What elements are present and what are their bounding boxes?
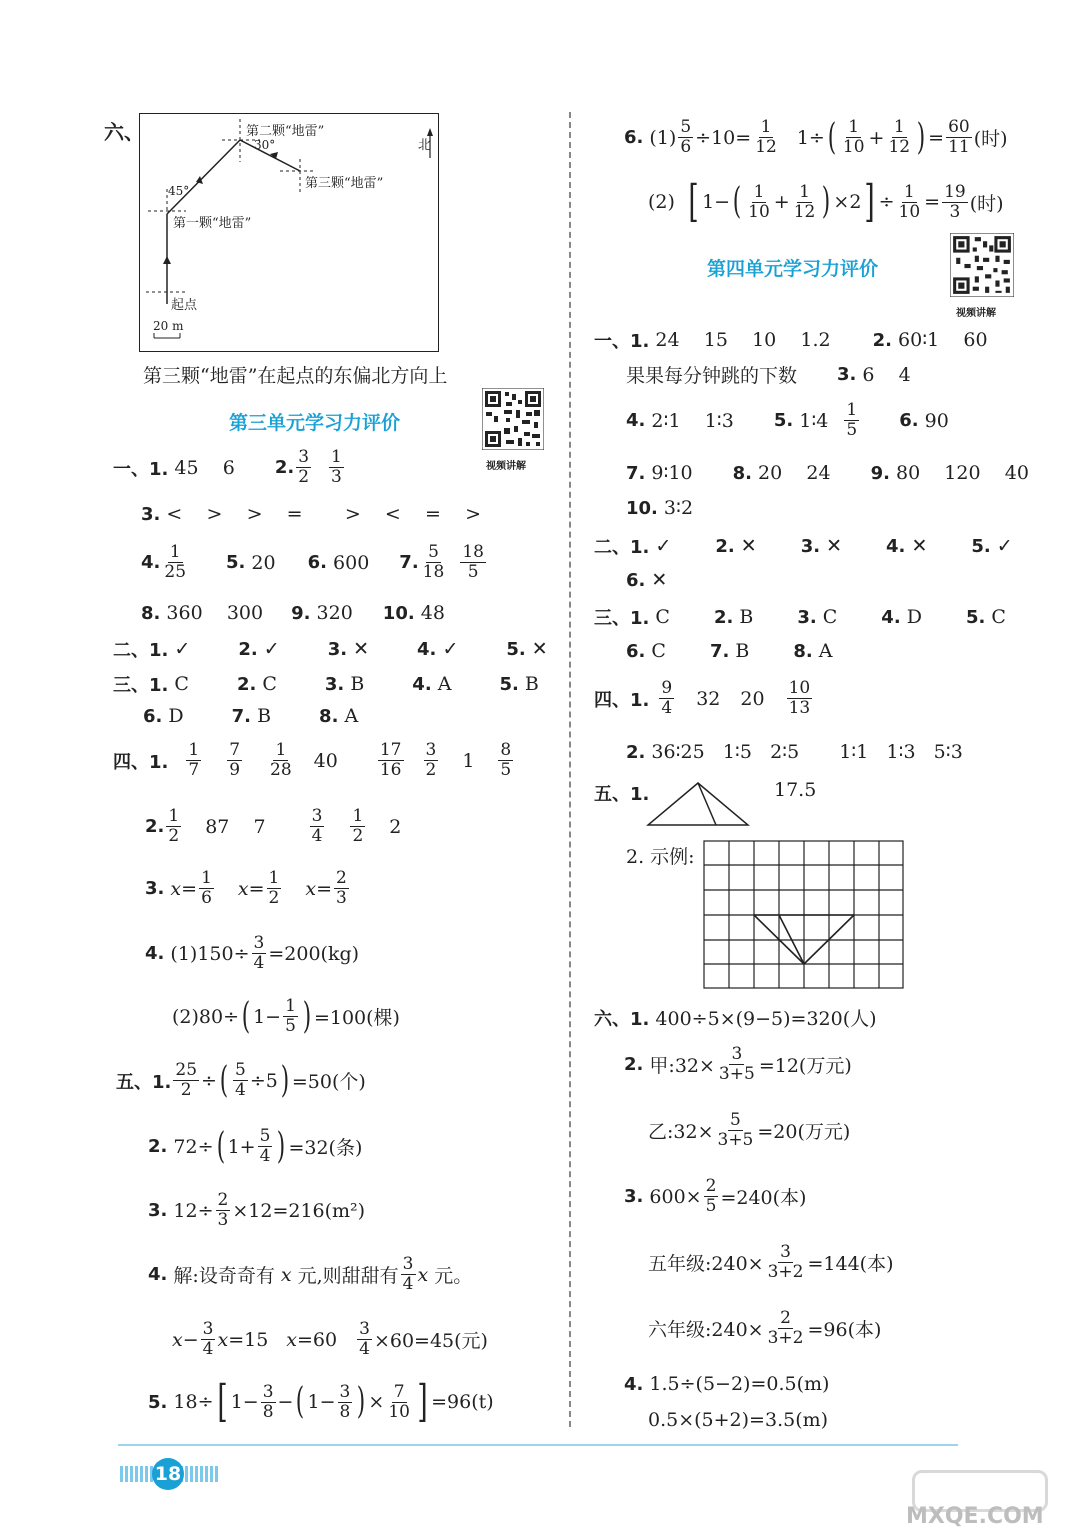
unit4-title: 第四单元学习力评价 <box>707 258 879 280</box>
map-svg <box>140 114 438 351</box>
u4-s2-row2: 6. ✕ <box>626 569 668 591</box>
u4-s6-row8: 0.5×(5+2)=3.5(m) <box>648 1409 829 1431</box>
u3-s3-row2: 6. D 7. B 8. A <box>143 705 359 727</box>
u4-s2-row1: 二、1. ✓ 2. ✕ 3. ✕ 4. ✕ 5. ✓ <box>594 535 1013 558</box>
u4-s6-row4: 3. 600× $\frac{2}{5}$ =240(本) <box>624 1176 807 1216</box>
watermark-text: MXQE.COM <box>906 1504 1044 1529</box>
u2-q6-row2: (2) [ 1− ( $\frac{1}{10}$ + $\frac{1}{12}$ ) ×2 ] ÷ $\frac{1}{10}$ = $\frac{19}{3}$ (时) <box>648 176 1004 227</box>
map-angle-45: 45° <box>168 184 190 198</box>
map-label-first-mine: 第一颗“地雷” <box>173 216 252 231</box>
qr-code-unit3 <box>482 388 544 472</box>
u4-s4-row1: 四、1. $\frac{9}{4}$ 32 20 $\frac{10}{13}$ <box>594 678 811 718</box>
u3-s4-row4: 4. (1)150÷ $\frac{3}{4}$ =200(kg) <box>145 933 360 973</box>
u3-s5-row1: 五、1. $\frac{25}{2}$ ÷ ( $\frac{5}{4}$ ÷5 ) =50(个) <box>116 1059 366 1101</box>
u3-s1-row3: 4. $\frac{1}{25}$ 5. 20 6. 600 7. $\frac{5}{18}$ $\frac{18}{5}$ <box>141 542 484 582</box>
u3-s5-row5: x − $\frac{3}{4}$ x =15 x =60 $\frac{3}{4}$ ×60=45(元) <box>172 1319 488 1359</box>
u4-s3-row2: 6. C 7. B 8. A <box>626 640 833 662</box>
u3-s4-row1: 四、1. $\frac{1}{7}$ $\frac{7}{9}$ $\frac{1}{28}$ 40 $\frac{17}{16}$ $\frac{3}{2}$ 1 $\frac{8}{5}$ <box>113 740 512 780</box>
example-label: 2. 示例: <box>626 846 695 868</box>
map-scale-label: 20 m <box>153 319 184 333</box>
u4-s1-row3: 4. 2∶1 1∶3 5. 1∶4 $\frac{1}{5}$ 6. 90 <box>626 400 949 440</box>
u3-s5-row6: 5. 18÷ [ 1− $\frac{3}{8}$ − ( 1− $\frac{3}{8}$ ) × $\frac{7}{10}$ ] =96(t) <box>148 1376 494 1427</box>
qr-code-unit4 <box>950 233 1014 319</box>
u4-s6-row1: 六、1. 400÷5×(9−5)=320(人) <box>594 1008 877 1030</box>
map-angle-30: 30° <box>254 138 276 152</box>
watermark <box>892 1470 1057 1528</box>
u4-s5-row1: 五、1. <box>594 784 650 805</box>
u4-s1-row1: 一、1. 24 15 10 1.2 2. 60∶1 60 <box>594 329 988 352</box>
map-label-third-mine: 第三颗“地雷” <box>305 176 384 191</box>
u3-s2: 二、1. ✓ 2. ✓ 3. ✕ 4. ✓ 5. ✕ <box>113 638 548 661</box>
unit3-title: 第三单元学习力评价 <box>229 412 401 434</box>
map-diagram <box>139 113 439 352</box>
u3-s3-row1: 三、1. C 2. C 3. B 4. A 5. B <box>113 673 539 696</box>
u4-s1-row5: 10. 3∶2 <box>626 497 694 519</box>
qr-label-unit4: 视频讲解 <box>956 308 996 319</box>
u3-s1-row1: 一、1. 45 6 2. $\frac{3}{2}$ $\frac{1}{3}$ <box>113 447 342 487</box>
page-number-badge <box>120 1458 220 1490</box>
map-label-north: 北 <box>418 138 432 153</box>
map-conclusion: 第三颗“地雷”在起点的东偏北方向上 <box>143 365 448 387</box>
u3-s5-row4: 4. 解:设奇奇有 x 元,则甜甜有 $\frac{3}{4}$ x 元。 <box>148 1254 473 1294</box>
qr-label-unit3: 视频讲解 <box>486 461 526 472</box>
u4-s4-row2: 2. 36∶25 1∶5 2∶5 1∶1 1∶3 5∶3 <box>626 741 963 763</box>
map-label-second-mine: 第二颗“地雷” <box>246 124 325 139</box>
u3-s5-row2: 2. 72÷ ( 1+ $\frac{5}{4}$ ) =32(条) <box>148 1125 363 1167</box>
u3-s1-row2: 3. < > > = > < = > <box>141 503 481 525</box>
footer-rule <box>118 1444 958 1446</box>
u4-s6-row7: 4. 1.5÷(5−2)=0.5(m) <box>624 1373 830 1395</box>
u3-s1-row4: 8. 360 300 9. 320 10. 48 <box>141 602 445 624</box>
u4-s6-row2: 2. 甲:32× $\frac{3}{3+5}$ =12(万元) <box>624 1044 852 1084</box>
page-number: 18 <box>152 1458 184 1490</box>
u4-s6-row3: 乙:32× $\frac{5}{3+5}$ =20(万元) <box>648 1110 851 1150</box>
triangle-figure <box>646 781 750 829</box>
u3-s5-row3: 3. 12÷ $\frac{2}{3}$ ×12=216(m²) <box>148 1190 366 1230</box>
triangle-value: 17.5 <box>774 779 817 801</box>
u3-s4-row5: (2)80÷ ( 1− $\frac{1}{5}$ ) =100(棵) <box>172 995 400 1037</box>
u3-s4-row2: 2. $\frac{1}{2}$ 87 7 $\frac{3}{4}$ $\frac{1}{2}$ 2 <box>145 806 402 846</box>
u3-s4-row3: 3. x = $\frac{1}{6}$ x = $\frac{1}{2}$ x = $\frac{2}{3}$ <box>145 868 347 908</box>
u4-s1-row2: 果果每分钟跳的下数 3. 6 4 <box>626 363 911 387</box>
map-label-start: 起点 <box>171 298 198 313</box>
u2-q6-row1: 6. (1) $\frac{5}{6}$ ÷10= $\frac{1}{12}$ 1÷ ( $\frac{1}{10}$ + $\frac{1}{12}$ ) = $\frac{60}{11}$ (时) <box>624 116 1008 158</box>
column-divider <box>569 112 571 1427</box>
u4-s3-row1: 三、1. C 2. B 3. C 4. D 5. C <box>594 606 1006 629</box>
u4-s6-row5: 五年级:240× $\frac{3}{3+2}$ =144(本) <box>648 1242 894 1282</box>
grid-figure <box>703 840 905 990</box>
section-six-label: 六、 <box>104 120 144 144</box>
u4-s1-row4: 7. 9∶10 8. 20 24 9. 80 120 40 <box>626 462 1029 484</box>
u4-s6-row6: 六年级:240× $\frac{2}{3+2}$ =96(本) <box>648 1308 882 1348</box>
